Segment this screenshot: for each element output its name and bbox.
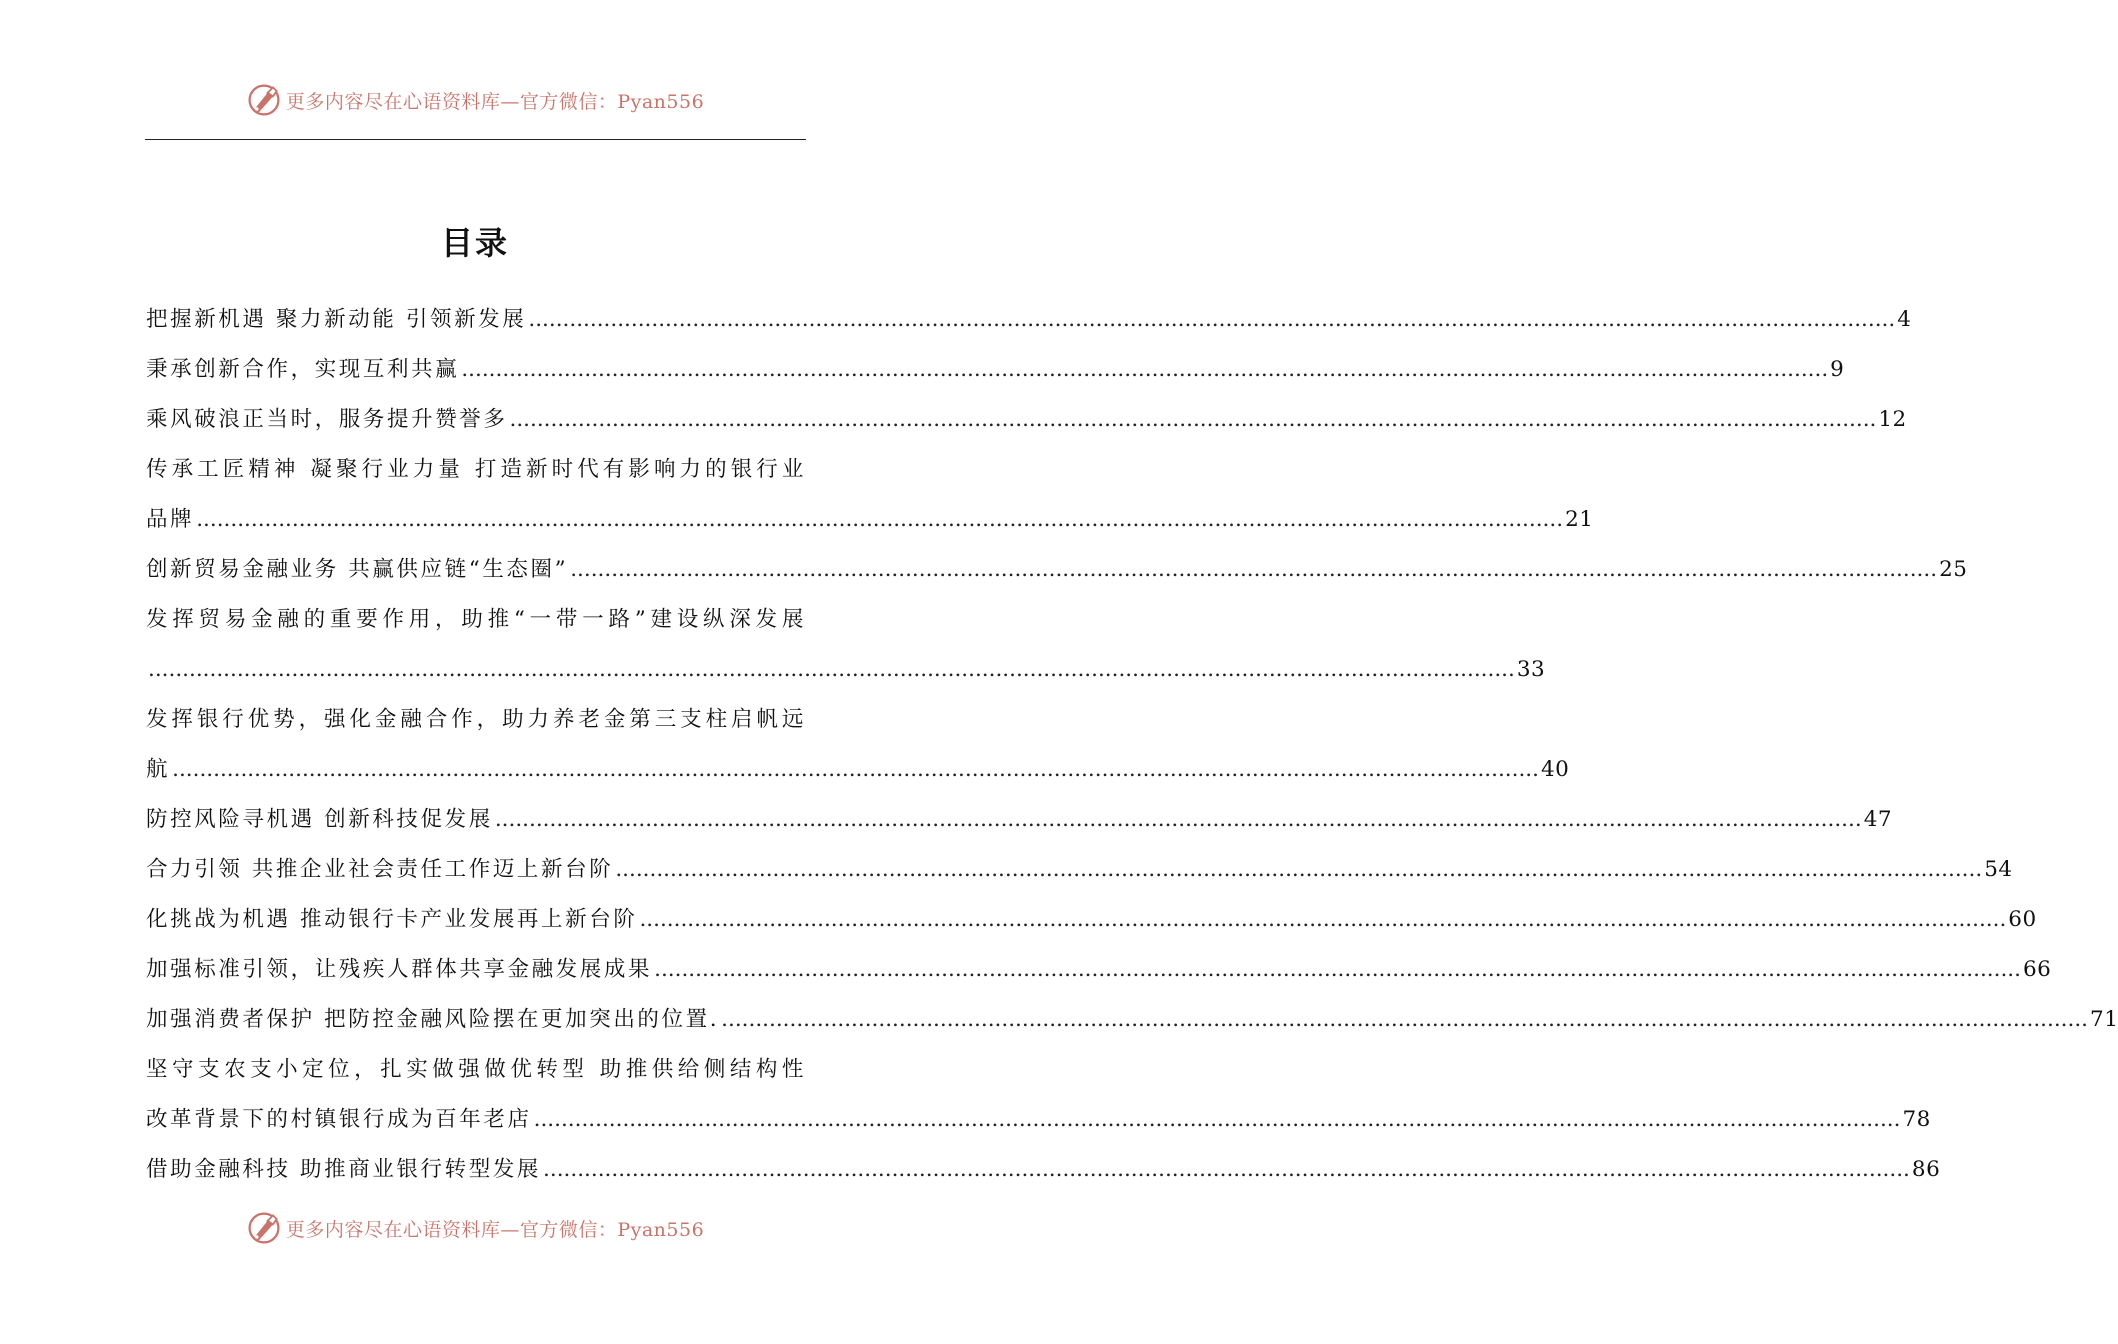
toc-page-number: 9: [1830, 357, 1845, 382]
pen-nib-icon: [246, 1210, 282, 1246]
toc-dot-leader: ........................................................................................................................................................................................................: [172, 757, 1539, 782]
toc-dot-leader: ........................................................................................................................................................................................................: [528, 307, 1896, 332]
toc-entry-title: 发挥银行优势，强化金融合作，助力养老金第三支柱启帆远: [146, 707, 806, 732]
toc-page-number: 66: [2022, 957, 2052, 982]
footer-banner: [0, 1208, 950, 1248]
toc-page-number: 71: [2090, 1007, 2118, 1032]
toc-entry[interactable]: [146, 300, 1912, 350]
toc-page-number: 78: [1902, 1107, 1931, 1132]
pen-nib-icon: [246, 82, 282, 118]
footer-banner-text: 更多内容尽在心语资料库—官方微信：Pyan556: [285, 1218, 705, 1241]
toc-dot-leader: ........................................................................................................................................................................................................: [148, 657, 1515, 682]
toc-dot-leader: ........................................................................................................................................................................................................: [494, 807, 1862, 832]
toc-entry-row: [146, 300, 1912, 350]
toc-entry[interactable]: [146, 800, 1893, 850]
toc-entry[interactable]: [146, 550, 1968, 600]
toc-page-number: 40: [1540, 757, 1570, 782]
toc-page-number: 86: [1911, 1157, 1941, 1182]
toc-dot-leader: ........................................................................................................................................................................................................: [721, 1007, 2089, 1032]
toc-entry-title: 创新贸易金融业务 共赢供应链“生态圈”: [146, 557, 569, 582]
header-divider: [145, 139, 806, 140]
toc-entry[interactable]: [146, 850, 2013, 900]
toc-page-number: 33: [1516, 657, 1546, 682]
toc-entry-title: 改革背景下的村镇银行成为百年老店: [146, 1107, 532, 1132]
toc-entry[interactable]: [146, 400, 1907, 450]
toc-entry-row: [146, 750, 1570, 800]
toc-entry-row: [146, 850, 2013, 900]
toc-entry-row: [146, 1000, 2118, 1050]
toc-page-number: 47: [1863, 807, 1893, 832]
toc-entry[interactable]: [146, 1150, 1941, 1200]
toc-dot-leader: ........................................................................................................................................................................................................: [509, 407, 1877, 432]
table-of-contents: [146, 300, 2118, 1200]
toc-dot-leader: ........................................................................................................................................................................................................: [615, 857, 1983, 882]
toc-entry-title: 坚守支农支小定位，扎实做强做优转型 助推供给侧结构性: [146, 1057, 806, 1082]
toc-page-number: 25: [1939, 557, 1968, 582]
toc-entry-title: 加强标准引领，让残疾人群体共享金融发展成果: [146, 957, 653, 982]
page-title: 目录: [440, 224, 509, 262]
toc-entry-title: 传承工匠精神 凝聚行业力量 打造新时代有影响力的银行业: [146, 457, 806, 482]
toc-entry-row: [146, 500, 1594, 550]
toc-page-number: 4: [1897, 307, 1912, 332]
toc-entry-title: 秉承创新合作，实现互利共赢: [146, 357, 460, 382]
toc-entry-title: 化挑战为机遇 推动银行卡产业发展再上新台阶: [146, 907, 638, 932]
toc-entry-title: 加强消费者保护 把防控金融风险摆在更加突出的位置.: [146, 1007, 720, 1032]
toc-entry[interactable]: [146, 1000, 2118, 1050]
toc-entry-title: 把握新机遇 聚力新动能 引领新发展: [146, 307, 527, 332]
toc-entry-row: [146, 400, 1907, 450]
toc-entry-title: 借助金融科技 助推商业银行转型发展: [146, 1157, 542, 1182]
toc-dot-leader: ........................................................................................................................................................................................................: [654, 957, 2021, 982]
toc-entry[interactable]: [146, 950, 2052, 1000]
toc-entry[interactable]: [146, 1050, 1931, 1150]
toc-entry-title: 航: [146, 757, 171, 782]
toc-entry-row: [146, 800, 1893, 850]
toc-dot-leader: ........................................................................................................................................................................................................: [543, 1157, 1910, 1182]
header-banner: [0, 80, 950, 120]
toc-dot-leader: ........................................................................................................................................................................................................: [461, 357, 1829, 382]
toc-entry-row: [146, 650, 1546, 700]
toc-entry-row: [146, 350, 1845, 400]
toc-entry[interactable]: [146, 700, 1570, 800]
toc-page-number: 12: [1878, 407, 1907, 432]
toc-entry-row: [146, 900, 2037, 950]
toc-entry[interactable]: [146, 350, 1845, 400]
toc-entry[interactable]: [146, 450, 1594, 550]
toc-entry[interactable]: [146, 900, 2037, 950]
toc-entry[interactable]: [146, 600, 1546, 700]
toc-dot-leader: ........................................................................................................................................................................................................: [639, 907, 2007, 932]
toc-entry-title: 品牌: [146, 507, 195, 532]
toc-entry-title: 发挥贸易金融的重要作用，助推“一带一路”建设纵深发展: [146, 607, 806, 632]
toc-entry-row: [146, 1150, 1941, 1200]
toc-dot-leader: ........................................................................................................................................................................................................: [533, 1107, 1901, 1132]
toc-page-number: 54: [1984, 857, 2013, 882]
toc-page-number: 60: [2008, 907, 2037, 932]
header-banner-text: 更多内容尽在心语资料库—官方微信：Pyan556: [285, 90, 705, 113]
toc-dot-leader: ........................................................................................................................................................................................................: [196, 507, 1564, 532]
toc-entry-row: [146, 950, 2052, 1000]
toc-entry-row: [146, 550, 1968, 600]
toc-entry-title: 乘风破浪正当时，服务提升赞誉多: [146, 407, 508, 432]
toc-page-number: 21: [1565, 507, 1594, 532]
toc-dot-leader: ........................................................................................................................................................................................................: [570, 557, 1938, 582]
toc-entry-title: 合力引领 共推企业社会责任工作迈上新台阶: [146, 857, 614, 882]
toc-entry-title: 防控风险寻机遇 创新科技促发展: [146, 807, 493, 832]
toc-entry-row: [146, 1100, 1931, 1150]
